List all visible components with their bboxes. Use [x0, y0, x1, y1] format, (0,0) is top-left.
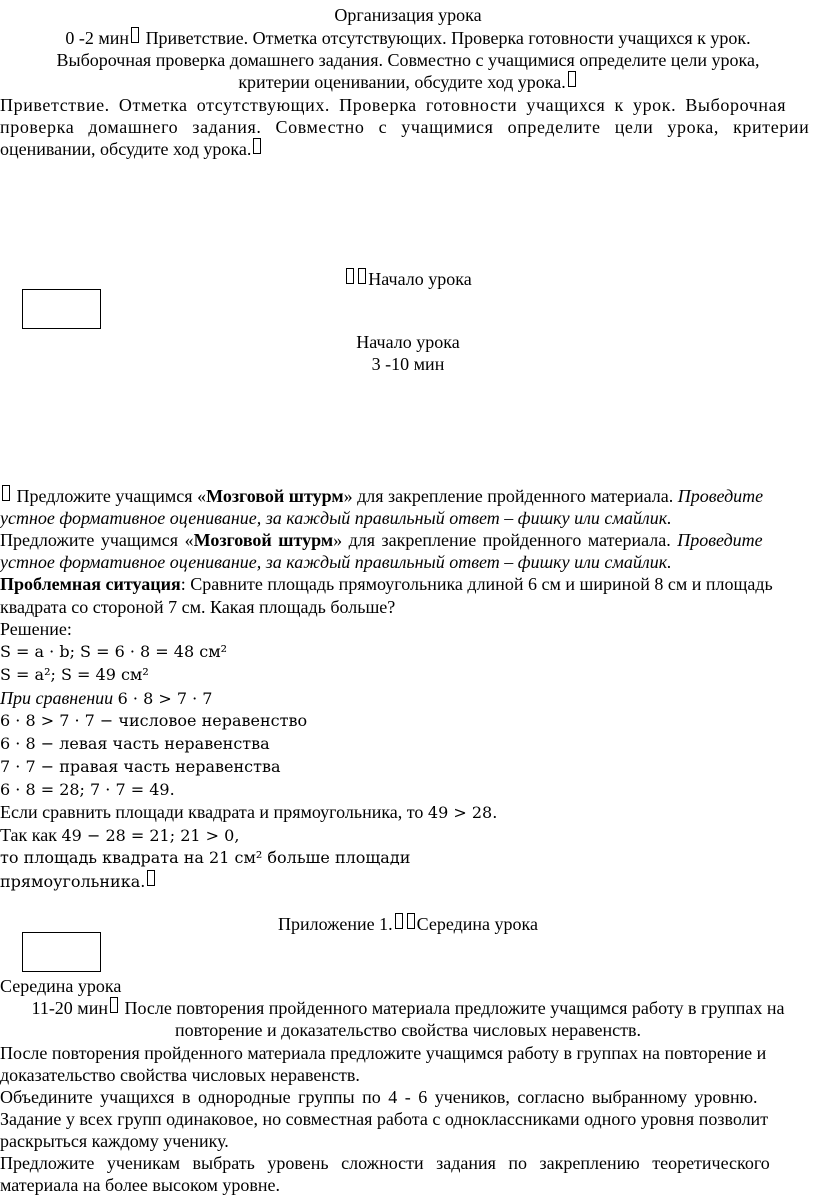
- problem-line-2: квадрата со стороной 7 см. Какая площадь больше?: [0, 597, 396, 617]
- math-line-5: 6 · 8 − левая часть неравенства: [0, 734, 270, 753]
- text: » для закрепление пройденного материала.: [343, 486, 678, 506]
- intro-line-2: проверка домашнего задания. Совместно с учащимися определите цели урока, критерии: [0, 117, 810, 137]
- text: Предложите учащимся «: [0, 530, 194, 550]
- middle-line-1: [0, 997, 816, 1019]
- text: устное формативное оценивание, за каждый правильный ответ – фишку или смайлик.: [0, 508, 672, 528]
- blank-box: [22, 289, 101, 329]
- middle-para-5: раскрыться каждому ученику.: [0, 1131, 229, 1151]
- missing-glyph-icon: [253, 138, 261, 154]
- org-line-3-text: критерии оценивании, обсудите ход урока.: [238, 72, 566, 92]
- intro-line-1: Приветствие. Отметка отсутствующих. Проверка готовности учащихся к урок. Выборочная: [0, 95, 787, 115]
- missing-glyph-icon: [407, 913, 415, 929]
- text: устное формативное оценивание, за каждый правильный ответ – фишку или смайлик.: [0, 552, 672, 572]
- math-line-3: [0, 687, 816, 710]
- text: Так как: [0, 825, 62, 845]
- text: » для закрепление пройденного материала.: [333, 530, 678, 550]
- middle-marker: [0, 913, 816, 935]
- text: Предложите учащимся «: [16, 486, 207, 506]
- brainstorm-line-3: [0, 529, 816, 551]
- blank-box: [22, 932, 101, 972]
- intro-line-3-text: оценивании, обсудите ход урока.: [0, 139, 252, 159]
- middle-para-6: Предложите ученикам выбрать уровень сложности задания по закреплению теоретического: [0, 1153, 770, 1173]
- text: Проведите: [677, 486, 764, 506]
- math-line-9: [0, 824, 816, 847]
- org-line-1: [0, 27, 816, 49]
- missing-glyph-icon: [2, 485, 10, 501]
- text: После повторения пройденного материала предложите учащимся работу в группах на: [124, 998, 785, 1018]
- middle-para-4: Задание у всех групп одинаковое, но совместная работа с одноклассниками одного уровня позволит: [0, 1109, 769, 1129]
- middle-para-2: доказательство свойства числовых неравенств.: [0, 1065, 360, 1085]
- missing-glyph-icon: [568, 71, 576, 87]
- missing-glyph-icon: [110, 997, 118, 1013]
- brainstorm-line-1: [0, 485, 816, 507]
- text: 6 · 8 > 7 · 7: [117, 689, 213, 708]
- math-line-6: 7 · 7 − правая часть неравенства: [0, 757, 281, 776]
- start-title: Начало урока: [356, 332, 460, 352]
- missing-glyph-icon: [147, 870, 155, 886]
- missing-glyph-icon: [358, 268, 366, 284]
- brainstorm-term: Мозговой штурм: [193, 530, 334, 550]
- math-line-11: [0, 870, 816, 893]
- brainstorm-line-2: [0, 507, 816, 529]
- math-line-1: S = a · b; S = 6 · 8 = 48 см²: [0, 642, 228, 661]
- brainstorm-line-4: [0, 551, 816, 573]
- brainstorm-term: Мозговой штурм: [206, 486, 344, 506]
- start-marker-label: Начало урока: [368, 269, 472, 289]
- missing-glyph-icon: [346, 268, 354, 284]
- text: Проведите: [677, 530, 763, 550]
- org-time: 0 -2 мин: [65, 28, 130, 48]
- text: 49 > 28.: [427, 803, 498, 822]
- missing-glyph-icon: [395, 913, 403, 929]
- math-line-8: [0, 801, 816, 824]
- text: Приложение 1.: [278, 914, 393, 934]
- middle-title: Середина урока: [0, 976, 122, 996]
- math-line-7: 6 · 8 = 28; 7 · 7 = 49.: [0, 780, 175, 799]
- middle-para-3: Объедините учащихся в однородные группы по 4 - 6 учеников, согласно выбранному уровню.: [0, 1087, 758, 1107]
- text: Середина урока: [416, 914, 538, 934]
- text: : Сравните площадь прямоугольника длиной 6 см и шириной 8 см и площадь: [180, 574, 773, 594]
- org-line-2: Выборочная проверка домашнего задания. Совместно с учащимися определите цели урока,: [56, 50, 760, 70]
- missing-glyph-icon: [131, 27, 139, 43]
- problem-line-1: [0, 573, 816, 595]
- middle-time: 11-20 мин: [31, 998, 108, 1018]
- text: 49 − 28 = 21; 21 > 0,: [61, 826, 240, 845]
- start-marker: [0, 268, 816, 290]
- math-line-10: то площадь квадрата на 21 см² больше площади: [0, 848, 411, 867]
- section-title: Организация урока: [334, 5, 482, 25]
- org-text: Приветствие. Отметка отсутствующих. Проверка готовности учащихся к урок.: [145, 28, 751, 48]
- solution-label: Решение:: [0, 619, 72, 639]
- problem-label: Проблемная ситуация: [0, 574, 181, 594]
- intro-line-3: [0, 138, 816, 160]
- text: Если сравнить площади квадрата и прямоугольника, то: [0, 802, 428, 822]
- math-line-4: 6 · 8 > 7 · 7 − числовое неравенство: [0, 711, 308, 730]
- start-time: 3 -10 мин: [371, 354, 445, 374]
- middle-line-2: повторение и доказательство свойства числовых неравенств.: [174, 1020, 642, 1040]
- middle-para-7: материала на более высоком уровне.: [0, 1175, 280, 1195]
- text: прямоугольника.: [0, 872, 146, 891]
- org-line-3: [0, 71, 816, 93]
- text: При сравнении: [0, 688, 114, 708]
- math-line-2: S = a²; S = 49 см²: [0, 665, 149, 684]
- middle-para-1: После повторения пройденного материала предложите учащимся работу в группах на повторение и: [0, 1043, 767, 1063]
